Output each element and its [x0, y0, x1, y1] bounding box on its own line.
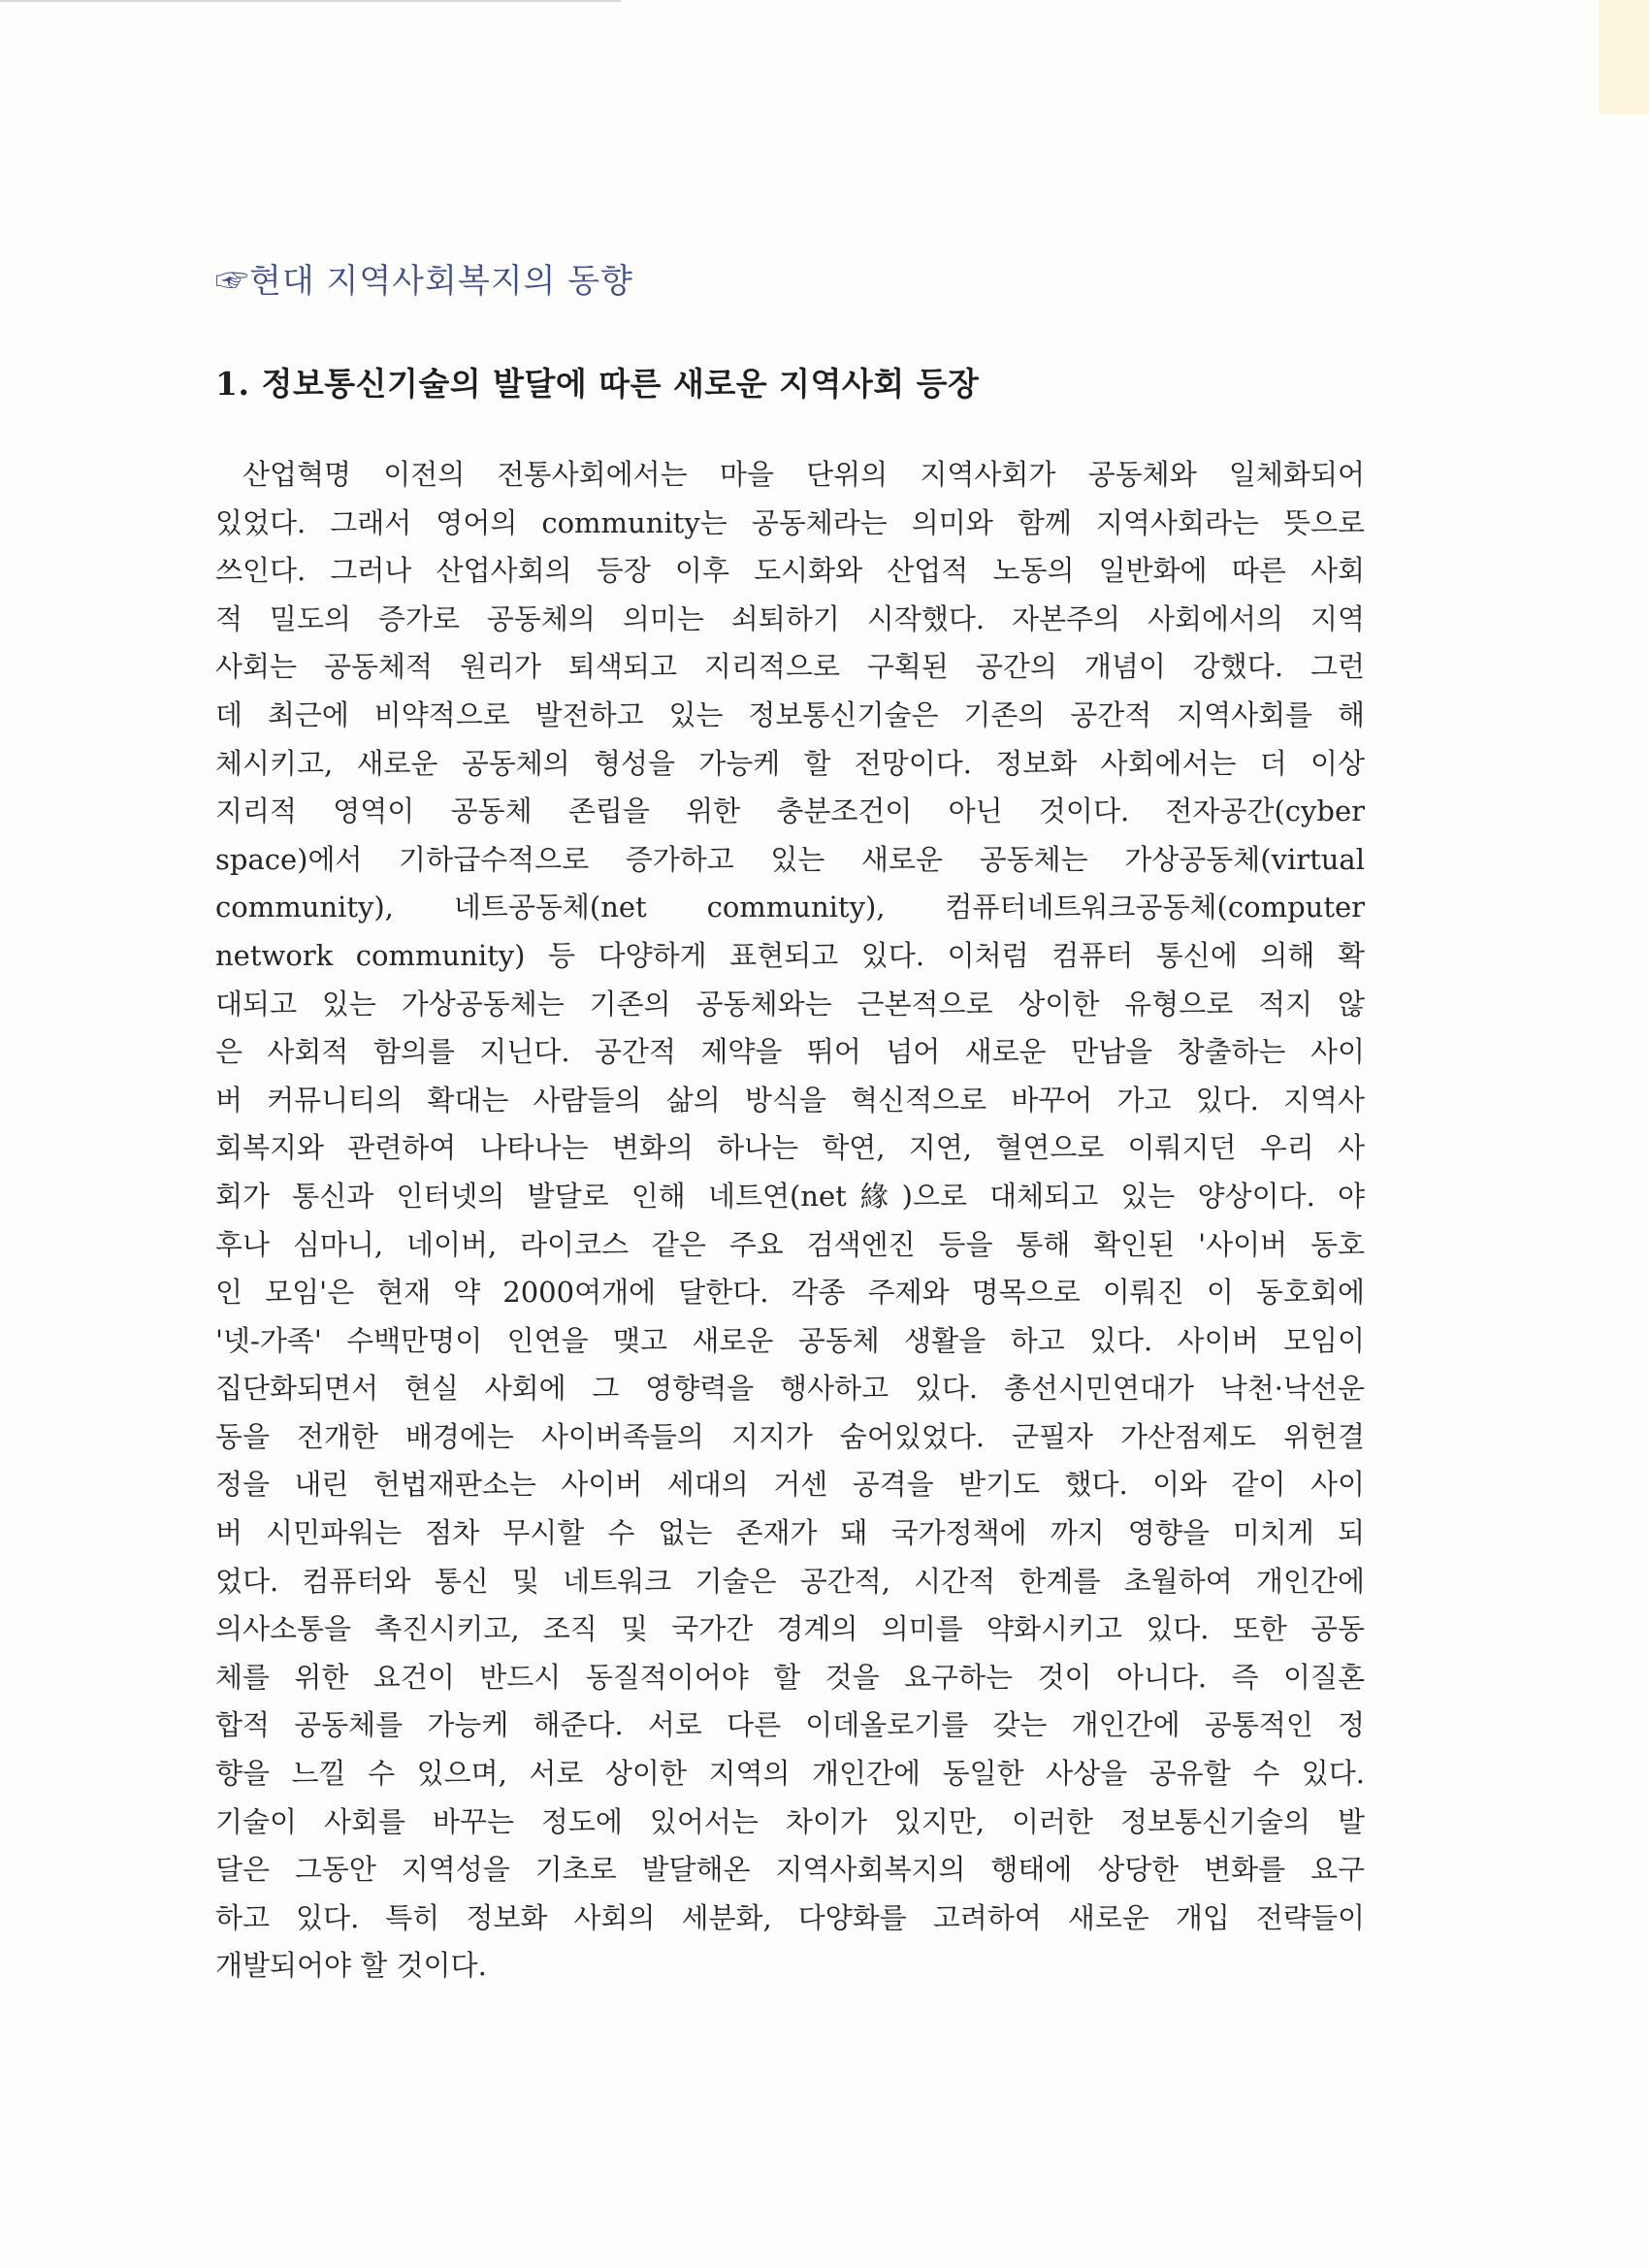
text-line: 개발되어야 할 것이다. — [215, 1949, 487, 1983]
text-line: community), 네트공동체(net community), 컴퓨터네트워크공동체(computer — [215, 891, 1365, 924]
text-line: 기술이 사회를 바꾸는 정도에 있어서는 차이가 있지만, 이러한 정보통신기술의 발 — [215, 1804, 1365, 1838]
text-line: '넷-가족' 수백만명이 인연을 맺고 새로운 공동체 생활을 하고 있다. 사이버 모임이 — [215, 1323, 1365, 1357]
text-line: 집단화되면서 현실 사회에 그 영향력을 행사하고 있다. 총선시민연대가 낙천·낙선운 — [215, 1372, 1365, 1406]
text-line: 회복지와 관련하여 나타나는 변화의 하나는 학연, 지연, 혈연으로 이뤄지던 우리 사 — [215, 1131, 1365, 1165]
text-line: 동을 전개한 배경에는 사이버족들의 지지가 숨어있었다. 군필자 가산점제도 위헌결 — [215, 1419, 1365, 1453]
text-line: 대되고 있는 가상공동체는 기존의 공동체와는 근본적으로 상이한 유형으로 적지 않 — [215, 987, 1365, 1021]
text-line: 합적 공동체를 가능케 해준다. 서로 다른 이데올로기를 갖는 개인간에 공통적인 정 — [215, 1708, 1365, 1742]
text-line: 체시키고, 새로운 공동체의 형성을 가능케 할 전망이다. 정보화 사회에서는 더 이상 — [215, 746, 1365, 780]
text-line: network community) 등 다양하게 표현되고 있다. 이처럼 컴퓨터 통신에 의해 확 — [215, 938, 1365, 972]
text-line: 산업혁명 이전의 전통사회에서는 마을 단위의 지역사회가 공동체와 일체화되어 — [242, 458, 1365, 491]
text-line: 있었다. 그래서 영어의 community는 공동체라는 의미와 함께 지역사회라는 뜻으로 — [215, 505, 1365, 539]
text-line: 버 커뮤니티의 확대는 사람들의 삶의 방식을 혁신적으로 바꾸어 가고 있다. 지역사 — [215, 1083, 1365, 1117]
text-line: 정을 내린 헌법재판소는 사이버 세대의 거센 공격을 받기도 했다. 이와 같이 사이 — [215, 1468, 1365, 1502]
body-paragraph — [215, 451, 1365, 1991]
text-line: 향을 느낄 수 있으며, 서로 상이한 지역의 개인간에 동일한 사상을 공유할 수 있다. — [215, 1757, 1365, 1791]
text-line: 사회는 공동체적 원리가 퇴색되고 지리적으로 구획된 공간의 개념이 강했다. 그런 — [215, 650, 1365, 684]
text-line: 지리적 영역이 공동체 존립을 위한 충분조건이 아닌 것이다. 전자공간(cyber — [215, 794, 1365, 828]
subsection-title: 1. 정보통신기술의 발달에 따른 새로운 지역사회 등장 — [215, 365, 980, 403]
scan-corner-mark — [1599, 0, 1649, 114]
pointing-hand-icon: ☞ — [215, 262, 249, 301]
text-line: 었다. 컴퓨터와 통신 및 네트워크 기술은 공간적, 시간적 한계를 초월하여 개인간에 — [215, 1564, 1365, 1598]
text-line: 달은 그동안 지역성을 기초로 발달해온 지역사회복지의 행태에 상당한 변화를 요구 — [215, 1853, 1365, 1887]
text-line: 적 밀도의 증가로 공동체의 의미는 쇠퇴하기 시작했다. 자본주의 사회에서의 지역 — [215, 601, 1365, 635]
text-line: 의사소통을 촉진시키고, 조직 및 국가간 경계의 의미를 약화시키고 있다. 또한 공동 — [215, 1612, 1365, 1646]
scan-edge-line — [0, 0, 621, 2]
text-line: 하고 있다. 특히 정보화 사회의 세분화, 다양화를 고려하여 새로운 개입 전략들이 — [215, 1900, 1365, 1934]
text-line: 데 최근에 비약적으로 발전하고 있는 정보통신기술은 기존의 공간적 지역사회를 해 — [215, 697, 1365, 731]
text-line: 후나 심마니, 네이버, 라이코스 같은 주요 검색엔진 등을 통해 확인된 '사이버 동호 — [215, 1227, 1365, 1261]
text-line: 회가 통신과 인터넷의 발달로 인해 네트연(net緣)으로 대체되고 있는 양상이다. 야 — [215, 1179, 1365, 1213]
text-line: 쓰인다. 그러나 산업사회의 등장 이후 도시화와 산업적 노동의 일반화에 따른 사회 — [215, 554, 1365, 588]
section-heading — [215, 254, 633, 302]
section-heading-text: 현대 지역사회복지의 동향 — [249, 262, 633, 301]
text-line: 은 사회적 함의를 지닌다. 공간적 제약을 뛰어 넘어 새로운 만남을 창출하는 사이 — [215, 1035, 1365, 1069]
text-line: 체를 위한 요건이 반드시 동질적이어야 할 것을 요구하는 것이 아니다. 즉 이질혼 — [215, 1660, 1365, 1694]
text-line: 인 모임'은 현재 약 2000여개에 달한다. 각종 주제와 명목으로 이뤄진 이 동호회에 — [215, 1276, 1365, 1310]
text-line: 버 시민파워는 점차 무시할 수 없는 존재가 돼 국가정책에 까지 영향을 미치게 되 — [215, 1516, 1365, 1550]
text-line: space)에서 기하급수적으로 증가하고 있는 새로운 공동체는 가상공동체(virtual — [215, 842, 1365, 876]
